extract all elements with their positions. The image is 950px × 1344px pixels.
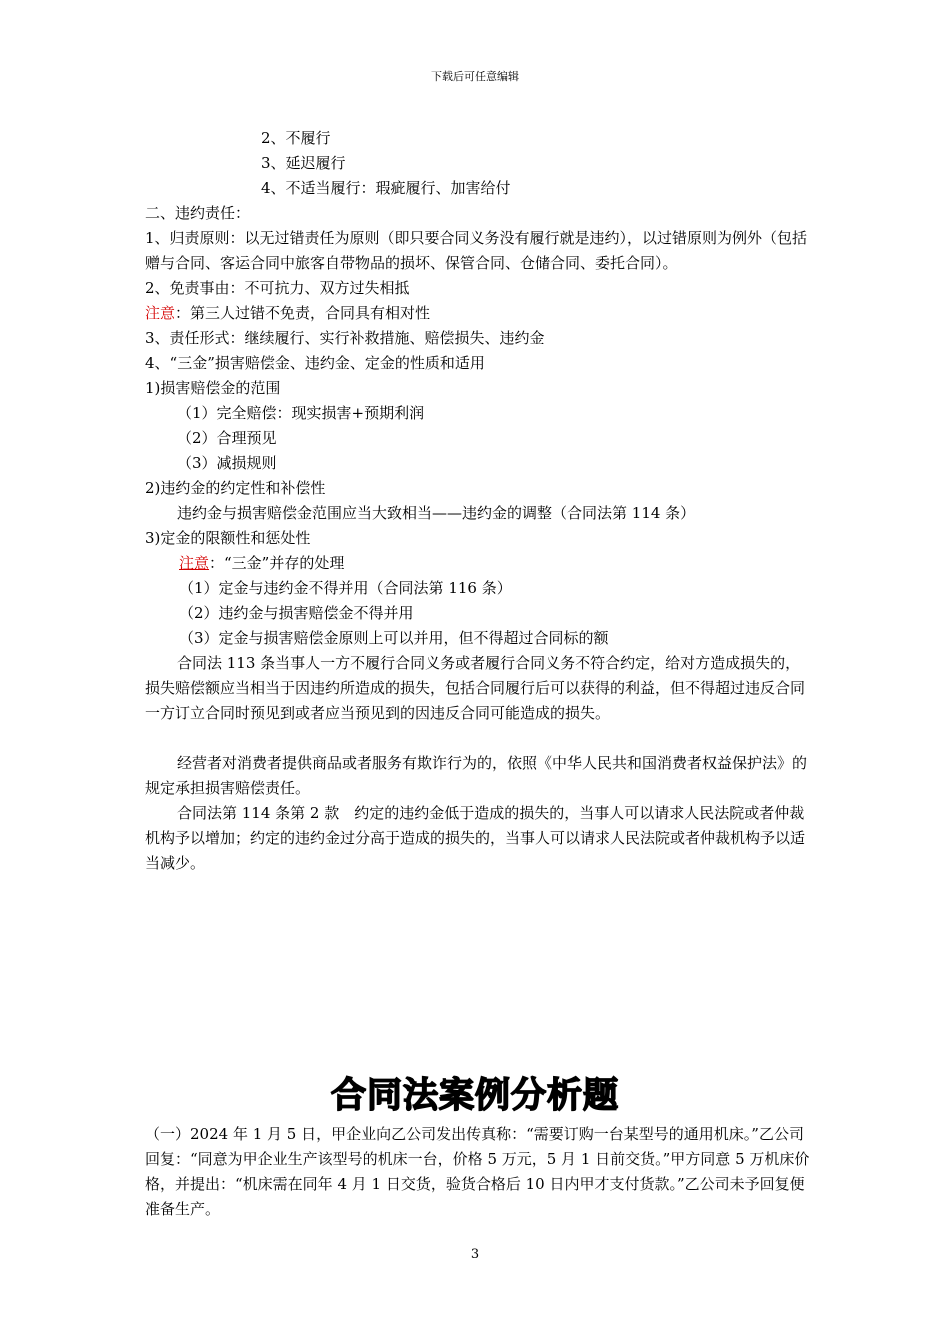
note-label: 注意 bbox=[145, 304, 176, 322]
list-item: 4、不适当履行：瑕疵履行、加害给付 bbox=[261, 179, 511, 197]
list-item: （1）定金与违约金不得并用（合同法第 116 条） bbox=[179, 579, 512, 597]
subsection-heading: 3)定金的限额性和惩处性 bbox=[145, 529, 311, 547]
case-paragraph: （一）2024 年 1 月 5 日，甲企业向乙公司发出传真称：“需要订购一台某型号的通用机床。”乙公司回复：“同意为甲企业生产该型号的机床一台，价格 5 万元，5 月 1 日前交货。”甲方同意 5 万机床价格，并提出：“机床需在同年 4 月 1 日交货，验货合格后 10 日内甲才支付货款。”乙公司未予回复便准备生产。 bbox=[145, 1125, 810, 1218]
page-number: 3 bbox=[470, 1247, 480, 1262]
paragraph-article-114: 合同法第 114 条第 2 款 约定的违约金低于造成的损失的，当事人可以请求人民法院或者仲裁机构予以增加；约定的违约金过分高于造成的损失的，当事人可以请求人民法院或者仲裁机构予以适当减少。 bbox=[145, 804, 806, 872]
subsection-heading: 2)违约金的约定性和补偿性 bbox=[145, 479, 326, 497]
document-body bbox=[145, 126, 810, 876]
list-item: 2、不履行 bbox=[261, 129, 331, 147]
paragraph-article-113: 合同法 113 条当事人一方不履行合同义务或者履行合同义务不符合约定，给对方造成损失的，损失赔偿额应当相当于因违约所造成的损失，包括合同履行后可以获得的利益，但不得超过违反合同一方订立合同时预见到或者应当预见到的因违反合同可能造成的损失。 bbox=[145, 654, 806, 722]
note-text: ：第三人过错不免责，合同具有相对性 bbox=[175, 304, 431, 322]
spacer bbox=[145, 726, 810, 751]
list-item: （2）违约金与损害赔偿金不得并用 bbox=[179, 604, 414, 622]
paragraph: 违约金与损害赔偿金范围应当大致相当——违约金的调整（合同法第 114 条） bbox=[177, 504, 696, 522]
note-label: 注意 bbox=[179, 554, 210, 572]
case-analysis-title: 合同法案例分析题 bbox=[330, 1076, 619, 1116]
note-text: ：“三金”并存的处理 bbox=[209, 554, 345, 572]
page-header: 下载后可任意编辑 bbox=[431, 70, 519, 83]
list-item: （3）定金与损害赔偿金原则上可以并用，但不得超过合同标的额 bbox=[179, 629, 609, 647]
note-three-funds bbox=[145, 551, 810, 576]
paragraph-liability-forms: 3、责任形式：继续履行、实行补救措施、赔偿损失、违约金 bbox=[145, 329, 545, 347]
subsection-heading: 1)损害赔偿金的范围 bbox=[145, 379, 281, 397]
section-heading: 二、违约责任： bbox=[145, 204, 251, 222]
list-item: （2）合理预见 bbox=[177, 429, 277, 447]
note-third-party bbox=[145, 301, 810, 326]
paragraph-exemption: 2、免责事由：不可抗力、双方过失相抵 bbox=[145, 279, 410, 297]
list-item: （3）减损规则 bbox=[177, 454, 277, 472]
list-item: （1）完全赔偿：现实损害+预期利润 bbox=[177, 404, 425, 422]
paragraph-consumer-fraud: 经营者对消费者提供商品或者服务有欺诈行为的，依照《中华人民共和国消费者权益保护法》的规定承担损害赔偿责任。 bbox=[145, 754, 808, 797]
paragraph-three-funds: 4、“三金”损害赔偿金、违约金、定金的性质和适用 bbox=[145, 354, 485, 372]
list-item: 3、延迟履行 bbox=[261, 154, 346, 172]
paragraph-liability-principle: 1、归责原则：以无过错责任为原则（即只要合同义务没有履行就是违约），以过错原则为例外（包括赠与合同、客运合同中旅客自带物品的损坏、保管合同、仓储合同、委托合同）。 bbox=[145, 229, 808, 272]
